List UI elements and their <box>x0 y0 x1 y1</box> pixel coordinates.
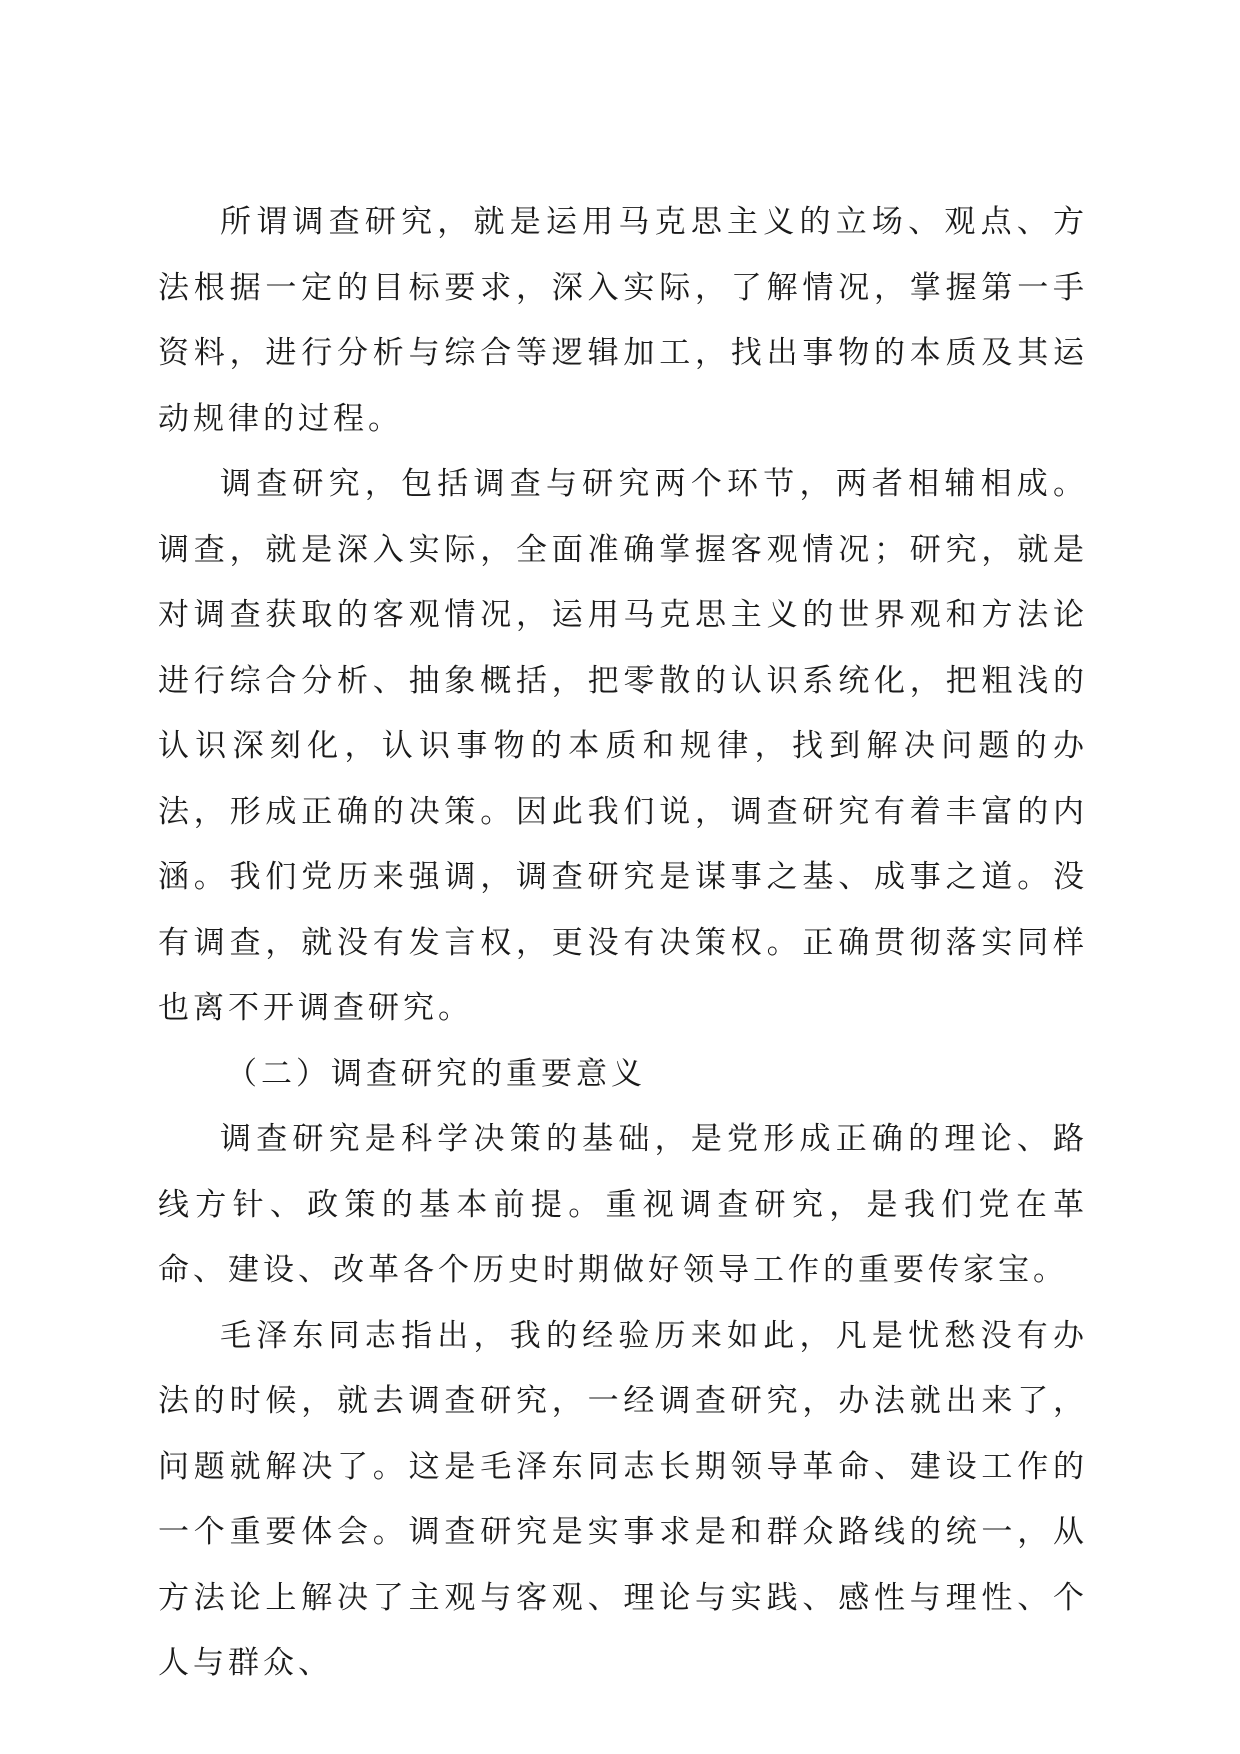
document-body <box>158 190 1088 1697</box>
section-heading: （二）调查研究的重要意义 <box>226 1055 646 1092</box>
paragraph-significance: 调查研究是科学决策的基础，是党形成正确的理论、路线方针、政策的基本前提。重视调查研究，是我们党在革命、建设、改革各个历史时期做好领导工作的重要传家宝。 <box>158 1121 1088 1288</box>
paragraph-components: 调查研究，包括调查与研究两个环节，两者相辅相成。调查，就是深入实际，全面准确掌握客观情况；研究，就是对调查获取的客观情况，运用马克思主义的世界观和方法论进行综合分析、抽象概括，把零散的认识系统化，把粗浅的认识深刻化，认识事物的本质和规律，找到解决问题的办法，形成正确的决策。因此我们说，调查研究有着丰富的内涵。我们党历来强调，调查研究是谋事之基、成事之道。没有调查，就没有发言权，更没有决策权。正确贯彻落实同样也离不开调查研究。 <box>158 466 1088 1026</box>
paragraph-mao-quote: 毛泽东同志指出，我的经验历来如此，凡是忧愁没有办法的时候，就去调查研究，一经调查研究，办法就出来了，问题就解决了。这是毛泽东同志长期领导革命、建设工作的一个重要体会。调查研究是实事求是和群众路线的统一，从方法论上解决了主观与客观、理论与实践、感性与理性、个人与群众、 <box>158 1317 1088 1681</box>
paragraph-definition: 所谓调查研究，就是运用马克思主义的立场、观点、方法根据一定的目标要求，深入实际，了解情况，掌握第一手资料，进行分析与综合等逻辑加工，找出事物的本质及其运动规律的过程。 <box>158 204 1088 437</box>
